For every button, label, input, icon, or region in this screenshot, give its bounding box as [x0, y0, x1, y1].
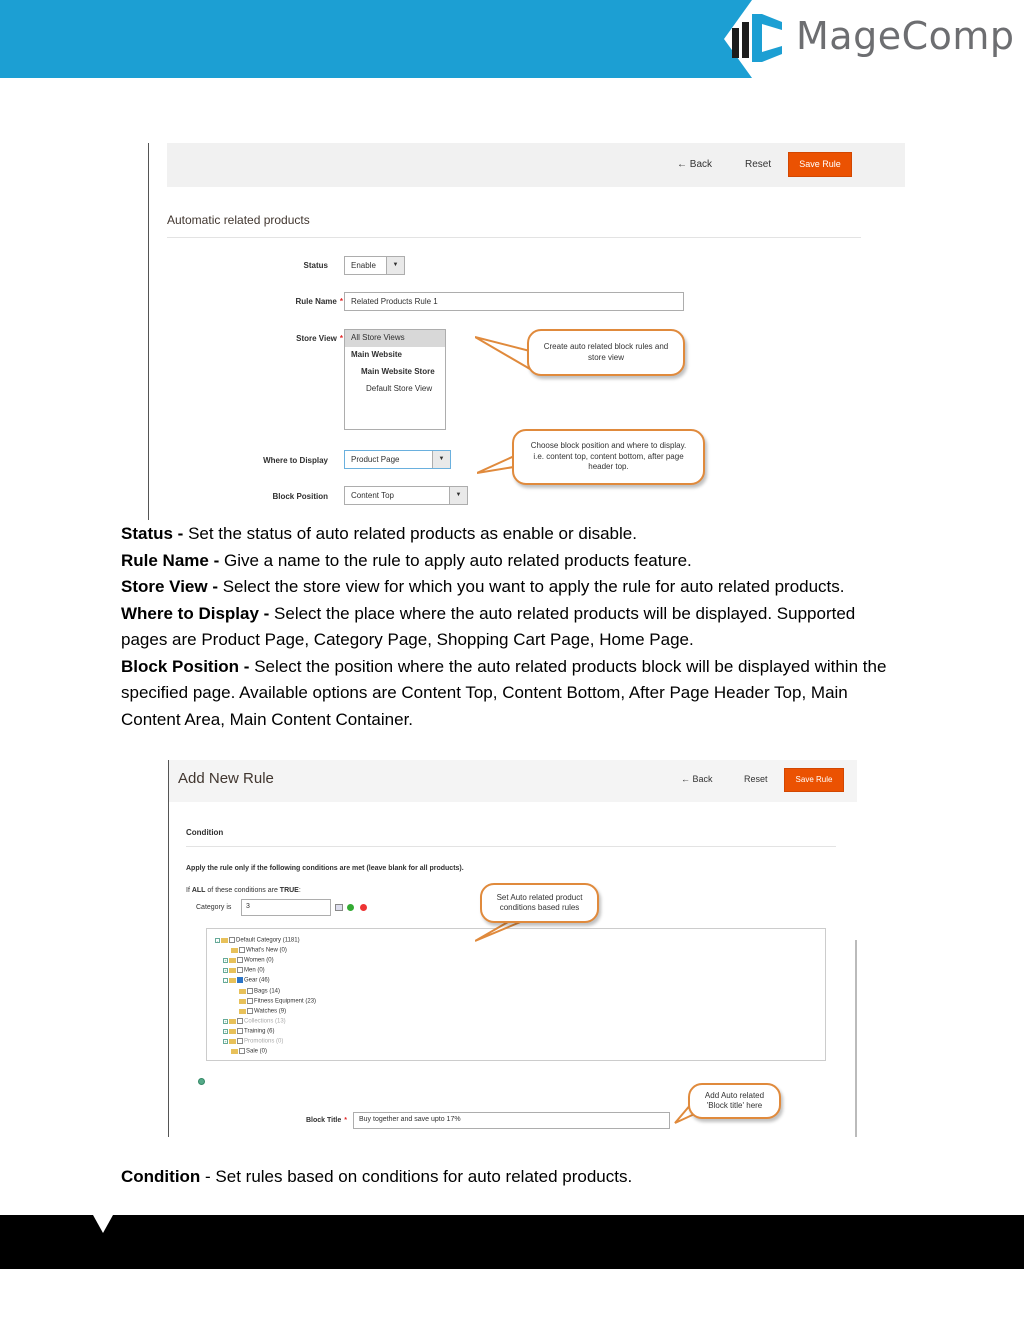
save-rule-button[interactable]: Save Rule — [788, 152, 852, 177]
save-rule-button[interactable]: Save Rule — [784, 768, 844, 792]
where-description: Where to Display - Select the place where the auto related products will be displayed. Supported pages are Product Page, Category Page, Shopping Cart Page, Home Page. — [121, 603, 856, 649]
condition-section-title: Condition — [186, 828, 224, 837]
store-view-label: Store View * — [296, 334, 343, 343]
tree-item[interactable]: Bags (14) — [239, 988, 280, 995]
store-view-description: Store View - Select the store view for which you want to apply the rule for auto related products. — [121, 577, 845, 596]
conditions-header: If ALL of these conditions are TRUE: — [186, 887, 301, 894]
arrow-left-icon: ← — [677, 159, 687, 170]
rule-name-input[interactable]: Related Products Rule 1 — [344, 292, 684, 311]
store-option-all[interactable]: All Store Views — [345, 330, 445, 347]
category-tree — [206, 928, 826, 1061]
block-title-label: Block Title * — [305, 1117, 347, 1124]
status-description: Status - Set the status of auto related products as enable or disable. — [121, 524, 637, 543]
where-to-display-label: Where to Display — [263, 456, 328, 465]
description-block — [121, 521, 891, 733]
callout-conditions: Set Auto related product conditions based rules — [480, 883, 599, 923]
store-option-website[interactable]: Main Website — [351, 350, 402, 359]
brand-name: MageComp — [796, 14, 1015, 58]
callout-block-title: Add Auto related 'Block title' here — [688, 1083, 781, 1119]
scrollbar[interactable] — [855, 940, 857, 1137]
callout-store: Create auto related block rules and store view — [527, 329, 685, 376]
divider — [167, 237, 861, 238]
category-condition: Category is — [196, 904, 232, 911]
tree-item[interactable]: + Men (0) — [224, 967, 265, 974]
tree-item[interactable]: Watches (9) — [239, 1008, 286, 1015]
tree-item[interactable]: + Women (0) — [224, 957, 274, 964]
value-link[interactable]: TRUE — [279, 887, 299, 894]
status-select[interactable]: Enable ▼ — [344, 256, 405, 275]
tree-item[interactable]: - Gear (46) — [224, 977, 270, 984]
where-to-display-select[interactable]: Product Page ▼ — [344, 450, 451, 469]
store-option-default[interactable]: Default Store View — [366, 384, 433, 393]
tree-item[interactable]: + Collections (13) — [224, 1018, 286, 1025]
remove-icon[interactable] — [360, 904, 367, 911]
operator-link[interactable]: is — [226, 904, 232, 911]
chevron-down-icon: ▼ — [386, 257, 404, 274]
chooser-icon[interactable] — [335, 904, 343, 911]
store-view-multiselect[interactable] — [344, 329, 446, 430]
condition-description: Condition - Set rules based on conditions for auto related products. — [121, 1167, 633, 1186]
toolbar — [167, 143, 905, 187]
aggregator-link[interactable]: ALL — [191, 887, 206, 894]
category-value-input[interactable]: 3 — [241, 899, 331, 916]
status-label: Status — [303, 261, 328, 270]
back-button[interactable]: ← Back — [681, 774, 713, 784]
apply-icon[interactable] — [347, 904, 354, 911]
tree-item[interactable]: - Default Category (1181) — [216, 937, 300, 944]
reset-button[interactable]: Reset — [745, 159, 772, 170]
block-position-label: Block Position — [272, 492, 328, 501]
callout-pointer — [475, 335, 535, 385]
page-footer — [0, 1215, 1024, 1269]
block-position-select[interactable]: Content Top ▼ — [344, 486, 468, 505]
block-title-input[interactable]: Buy together and save upto 17% — [353, 1112, 670, 1129]
page-title: Add New Rule — [178, 770, 274, 787]
back-button[interactable]: ← Back — [677, 159, 713, 170]
arrow-left-icon: ← — [681, 774, 690, 784]
tree-item[interactable]: What's New (0) — [231, 947, 287, 954]
apply-rule-text: Apply the rule only if the following conditions are met (leave blank for all products). — [186, 865, 464, 872]
tree-item[interactable]: Sale (0) — [231, 1048, 267, 1055]
rule-name-description: Rule Name - Give a name to the rule to apply auto related products feature. — [121, 550, 692, 570]
block-position-description: Block Position - Select the position where the auto related products block will be displayed within the specified page. Available options are Content Top, Content Bottom, After Page Header Top, Main Content Area, Main Content Container. — [121, 656, 887, 729]
reset-button[interactable]: Reset — [744, 774, 768, 784]
callout-display: Choose block position and where to display. i.e. content top, content bottom, after page header top. — [512, 429, 705, 485]
store-option-store[interactable]: Main Website Store — [361, 367, 435, 376]
tree-item[interactable]: Fitness Equipment (23) — [239, 998, 316, 1005]
section-title: Automatic related products — [167, 213, 310, 227]
divider — [186, 846, 836, 847]
tree-item[interactable]: + Promotions (0) — [224, 1038, 284, 1045]
rule-name-label: Rule Name * — [295, 297, 343, 306]
tree-item[interactable]: + Training (6) — [224, 1028, 275, 1035]
screenshot-conditions — [168, 760, 904, 1137]
screenshot-rule-settings — [148, 143, 904, 520]
magecomp-logo-icon — [732, 10, 788, 66]
chevron-down-icon: ▼ — [432, 451, 450, 468]
footer-notch — [93, 1215, 113, 1233]
chevron-down-icon: ▼ — [449, 487, 467, 504]
add-condition-icon[interactable] — [198, 1078, 205, 1085]
